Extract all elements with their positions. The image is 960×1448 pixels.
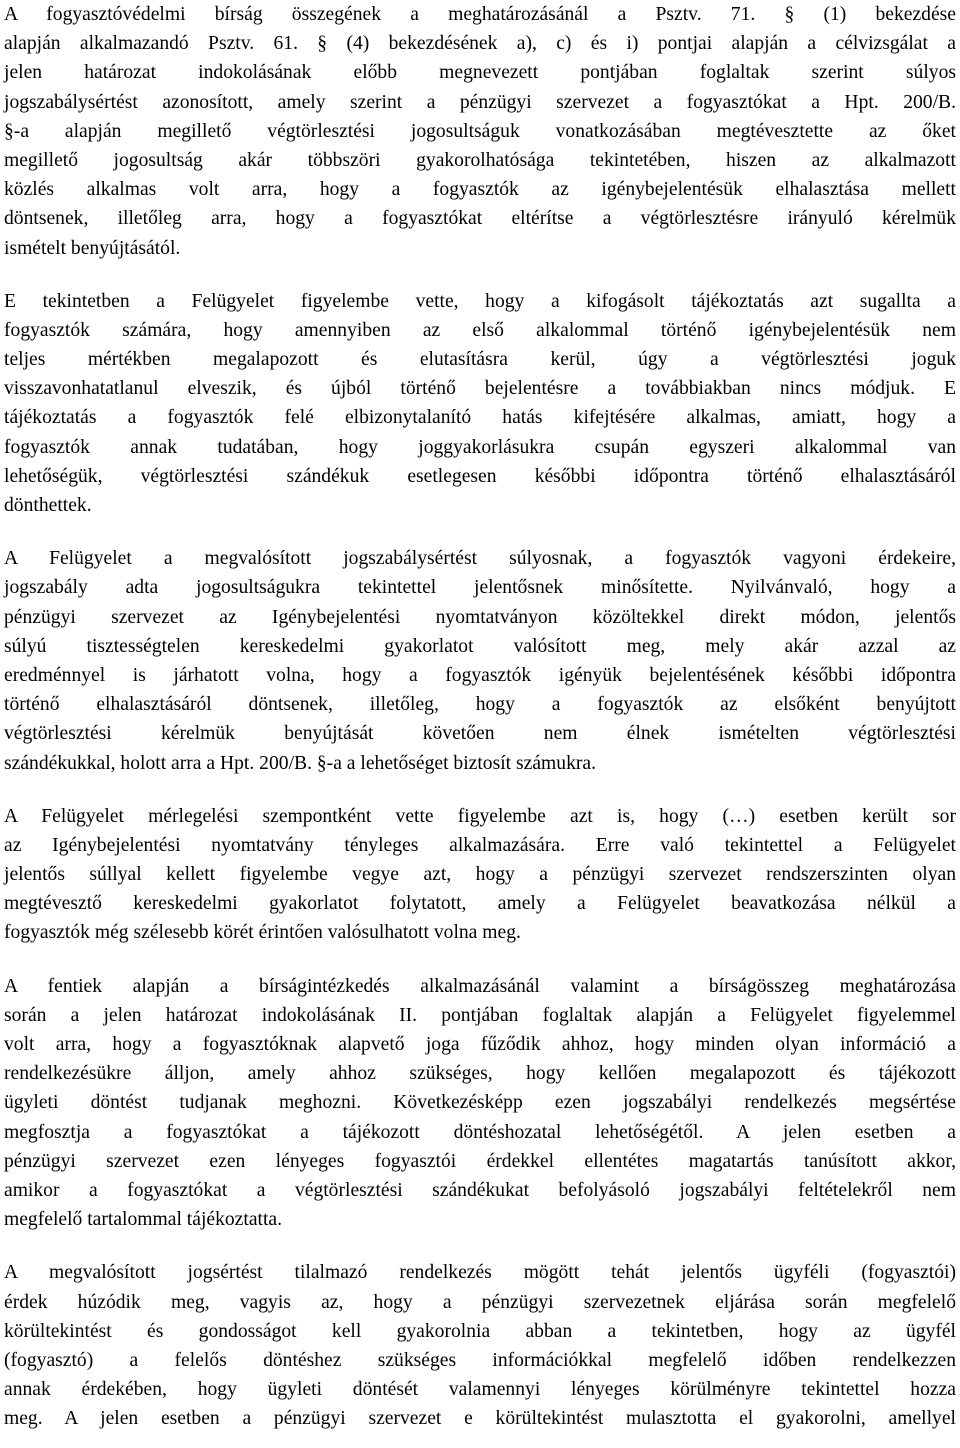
text-line: E tekintetben a Felügyelet figyelembe vette, hogy a kifogásolt tájékoztatás azt sugallta a: [4, 290, 956, 312]
text-line: A fentiek alapján a bírságintézkedés alkalmazásánál valamint a bírságösszeg meghatározása: [4, 975, 956, 997]
text-line: rendelkezésükre álljon, amely ahhoz szükséges, hogy kellően megalapozott és tájékozott: [4, 1063, 956, 1085]
text-line: (fogyasztó) a felelős döntéshez szükséges információkkal megfelelő időben rendelkezzen: [4, 1349, 956, 1371]
text-line: megfelelő tartalommal tájékoztatta.: [4, 1209, 282, 1231]
paragraph: [4, 802, 956, 948]
text-line: szándékukkal, holott arra a Hpt. 200/B. §-a a lehetőséget biztosít számukra.: [4, 752, 596, 774]
text-line: megillető jogosultság akár többszöri gyakorolhatósága tekintetében, hiszen az alkalmazott: [4, 149, 956, 171]
text-line: során a jelen határozat indokolásának II. pontjában foglaltak alapján a Felügyelet figyelemmel: [4, 1004, 956, 1026]
paragraph: [4, 1258, 956, 1433]
text-line: lehetőségük, végtörlesztési szándékuk esetlegesen későbbi időpontra történő elhalasztásáról: [4, 465, 956, 487]
text-line: jogszabálysértést azonosított, amely szerint a pénzügyi szervezet a fogyasztókat a Hpt. 200/B.: [4, 91, 956, 113]
text-line: végtörlesztési kérelmük benyújtását követően nem élnek ismételten végtörlesztési: [4, 723, 956, 745]
text-line: alapján alkalmazandó Psztv. 61. § (4) bekezdésének a), c) és i) pontjai alapján a célvizsgálat a: [4, 33, 956, 55]
text-line: megfosztja a fogyasztókat a tájékozott döntéshozatal lehetőségétől. A jelen esetben a: [4, 1121, 956, 1143]
text-line: ismételt benyújtásától.: [4, 237, 181, 259]
text-line: fogyasztók annak tudatában, hogy joggyakorlásukra csupán egyszeri alkalommal van: [4, 436, 956, 458]
text-line: jelentős súllyal kellett figyelembe vegye azt, hogy a pénzügyi szervezet rendszerszinten olyan: [4, 864, 956, 886]
text-line: fogyasztók még szélesebb körét érintően valósulhatott volna meg.: [4, 922, 521, 944]
document-page: [4, 0, 956, 1433]
text-line: történő elhalasztásáról döntsenek, illetőleg, hogy a fogyasztók az elsőként benyújtott: [4, 694, 956, 716]
text-line: dönthettek.: [4, 495, 92, 516]
paragraph: [4, 0, 956, 263]
text-line: érdek húzódik meg, vagyis az, hogy a pénzügyi szervezetnek eljárása során megfelelő: [4, 1291, 956, 1313]
text-line: volt arra, hogy a fogyasztóknak alapvető joga fűződik ahhoz, hogy minden olyan információ a: [4, 1034, 956, 1055]
text-line: pénzügyi szervezet az Igénybejelentési nyomtatványon közöltekkel direkt módon, jelentős: [4, 606, 956, 628]
paragraph: [4, 287, 956, 521]
text-line: pénzügyi szervezet ezen lényeges fogyasztói érdekkel ellentétes magatartás tanúsított akkor,: [4, 1150, 956, 1172]
text-line: körültekintést és gondosságot kell gyakorolnia abban a tekintetben, hogy az ügyfél: [4, 1320, 956, 1342]
text-line: eredménnyel is járhatott volna, hogy a fogyasztók igényük bejelentésének későbbi időpontra: [4, 664, 956, 686]
text-line: teljes mértékben megalapozott és elutasításra kerül, úgy a végtörlesztési joguk: [4, 349, 956, 371]
text-line: döntsenek, illetőleg arra, hogy a fogyasztókat eltérítse a végtörlesztésre irányuló kérelmük: [4, 208, 956, 230]
text-line: A megvalósított jogsértést tilalmazó rendelkezés mögött tehát jelentős ügyféli (fogyasztói): [4, 1262, 956, 1284]
text-line: A fogyasztóvédelmi bírság összegének a meghatározásánál a Psztv. 71. § (1) bekezdése: [4, 4, 956, 25]
text-line: tájékoztatás a fogyasztók felé elbizonytalanító hatás kifejtésére alkalmas, amiatt, hogy a: [4, 407, 956, 429]
text-line: jogszabály adta jogosultságukra tekintettel jelentősnek minősítette. Nyilvánvaló, hogy a: [4, 577, 956, 599]
text-line: §-a alapján megillető végtörlesztési jogosultságuk vonatkozásában megtévesztette az őket: [4, 120, 956, 142]
paragraph: [4, 972, 956, 1235]
text-line: amikor a fogyasztókat a végtörlesztési szándékukat befolyásoló jogszabályi feltételekről nem: [4, 1179, 956, 1201]
text-line: az Igénybejelentési nyomtatvány tényleges alkalmazására. Erre való tekintettel a Felügyelet: [4, 834, 956, 856]
text-line: fogyasztók számára, hogy amennyiben az első alkalommal történő igénybejelentésük nem: [4, 319, 956, 341]
text-line: annak érdekében, hogy ügyleti döntését valamennyi lényeges körülményre tekintettel hozza: [4, 1379, 956, 1401]
text-line: meg. A jelen esetben a pénzügyi szervezet e körültekintést mulasztotta el gyakorolni, amellyel: [4, 1408, 956, 1430]
text-line: közlés alkalmas volt arra, hogy a fogyasztók az igénybejelentésük elhalasztása mellett: [4, 179, 956, 201]
text-line: A Felügyelet mérlegelési szempontként vette figyelembe azt is, hogy (…) esetben került sor: [4, 805, 956, 827]
text-line: súlyú tisztességtelen kereskedelmi gyakorlatot valósított meg, mely akár azzal az: [4, 635, 956, 657]
text-line: ügyleti döntést tudjanak meghozni. Következésképp ezen jogszabályi rendelkezés megsértése: [4, 1092, 956, 1114]
text-line: visszavonhatatlanul elveszik, és újból történő bejelentésre a továbbiakban nincs módjuk. E: [4, 378, 956, 400]
text-line: jelen határozat indokolásának előbb megnevezett pontjában foglaltak szerint súlyos: [4, 62, 956, 84]
text-line: megtévesztő kereskedelmi gyakorlatot folytatott, amely a Felügyelet beavatkozása nélkül a: [4, 893, 956, 915]
text-line: A Felügyelet a megvalósított jogszabálysértést súlyosnak, a fogyasztók vagyoni érdekeire,: [4, 548, 956, 570]
paragraph: [4, 544, 956, 778]
